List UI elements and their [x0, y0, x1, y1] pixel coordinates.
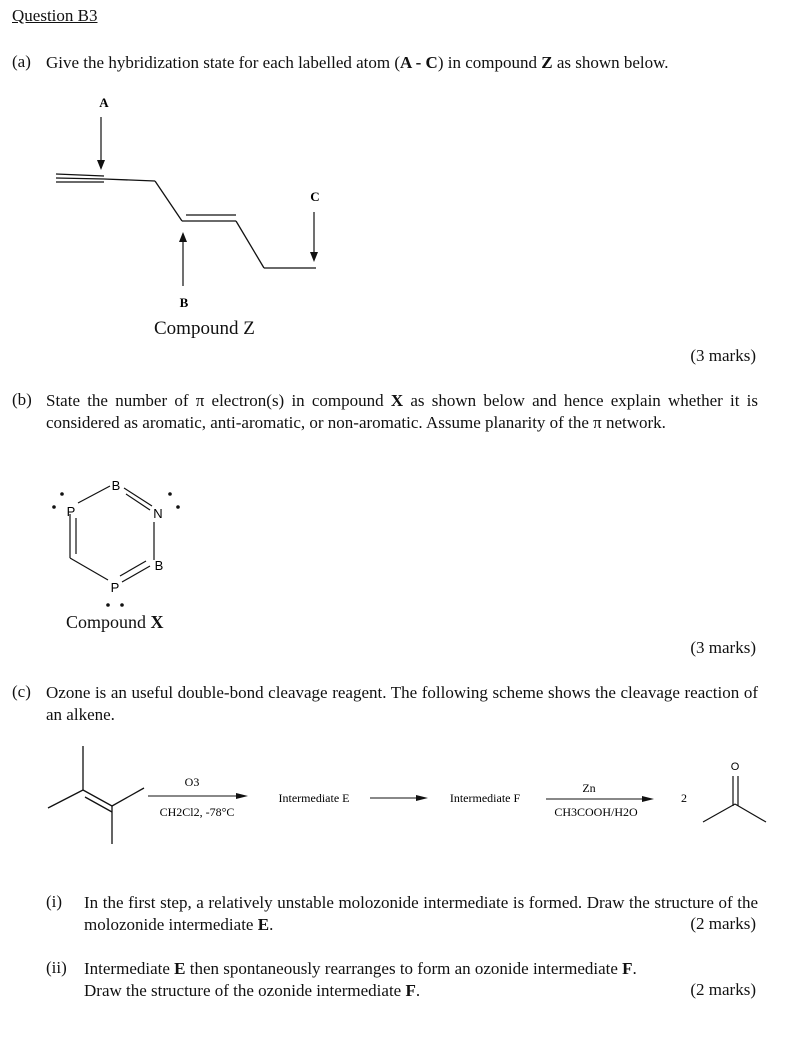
arrowhead-c-icon: [310, 252, 318, 262]
acetone-bond: [703, 804, 735, 822]
bond-b1-n: [124, 488, 152, 506]
acetone-oxygen: O: [730, 761, 740, 773]
lone-pair-dot: [168, 492, 172, 496]
lone-pair-dot: [120, 603, 124, 607]
bond-c4-c5: [236, 221, 264, 268]
part-c-ii-marks: (2 marks): [690, 980, 756, 999]
compound-z-structure: [0, 90, 360, 320]
atom-label-c: C: [310, 189, 320, 204]
product-coefficient: 2: [681, 791, 687, 805]
part-a-question: Give the hybridization state for each labelled atom (A - C) in compound Z as shown below.: [46, 53, 669, 72]
ring-atom-b-top: B: [111, 478, 121, 493]
alkene-bond: [48, 790, 83, 808]
part-c-ii-label: (ii): [46, 958, 67, 977]
ring-atom-p-left: P: [66, 504, 76, 519]
part-a-label: (a): [12, 52, 31, 71]
part-c-label: (c): [12, 682, 31, 701]
part-c-ii-question-line1: Intermediate E then spontaneously rearranges to form an ozonide intermediate F.: [84, 959, 637, 978]
bond-p1-b1: [78, 486, 110, 503]
ring-atom-n: N: [153, 506, 163, 521]
reagent-3-bottom: CH3COOH/H2O: [554, 805, 638, 819]
arrowhead-icon: [236, 793, 248, 799]
question-heading: Question B3: [12, 6, 98, 25]
lone-pair-dot: [52, 505, 56, 509]
arrowhead-icon: [642, 796, 654, 802]
part-a-marks: (3 marks): [690, 346, 756, 365]
atom-label-b: B: [179, 295, 189, 310]
intermediate-f-label: Intermediate F: [449, 791, 521, 805]
ring-atom-b-bottom: B: [154, 558, 164, 573]
reagent-1-top: O3: [184, 775, 200, 789]
alkene-bond: [112, 788, 144, 806]
lone-pair-dot: [60, 492, 64, 496]
arrowhead-a-icon: [97, 160, 105, 170]
part-c-question: Ozone is an useful double-bond cleavage reagent. The following scheme shows the cleavage reaction of an alkene.: [46, 683, 758, 724]
ring-atom-p-bottom: P: [110, 580, 120, 595]
compound-x-caption: Compound X: [66, 612, 164, 632]
part-c-i-label: (i): [46, 892, 63, 911]
part-c-i-marks: (2 marks): [690, 914, 756, 933]
part-b-question: State the number of π electron(s) in compound X as shown below and hence explain whether it is considered as aromatic, anti-aromatic, or non-aromatic. Assume planarity of the π network.: [46, 391, 758, 432]
triple-bond-1: [56, 174, 104, 176]
acetone-bond: [735, 804, 766, 822]
bond-c1-c2: [104, 179, 155, 181]
part-b-label: (b): [12, 390, 32, 409]
bond-c2-c3: [155, 181, 182, 221]
arrowhead-icon: [416, 795, 428, 801]
part-c-i-question: In the first step, a relatively unstable molozonide intermediate is formed. Draw the structure of the molozonide intermediate E.: [84, 893, 758, 934]
bond-b2-p2: [122, 566, 150, 582]
compound-x-structure: [30, 470, 210, 620]
lone-pair-dot: [106, 603, 110, 607]
reagent-3-top: Zn: [582, 781, 596, 795]
arrowhead-b-icon: [179, 232, 187, 242]
reagent-1-bottom: CH2Cl2, -78°C: [159, 805, 235, 819]
compound-z-caption: Compound Z: [154, 318, 255, 339]
lone-pair-dot: [176, 505, 180, 509]
bond-p2-c: [70, 558, 108, 580]
part-b-marks: (3 marks): [690, 638, 756, 657]
atom-label-a: A: [99, 95, 109, 110]
part-c-ii-question-line2: Draw the structure of the ozonide intermediate F.: [84, 981, 421, 1000]
ozonolysis-scheme: [0, 740, 800, 850]
intermediate-e-label: Intermediate E: [278, 791, 350, 805]
triple-bond-2: [56, 178, 104, 179]
bond-b2-p2-double: [120, 561, 146, 576]
